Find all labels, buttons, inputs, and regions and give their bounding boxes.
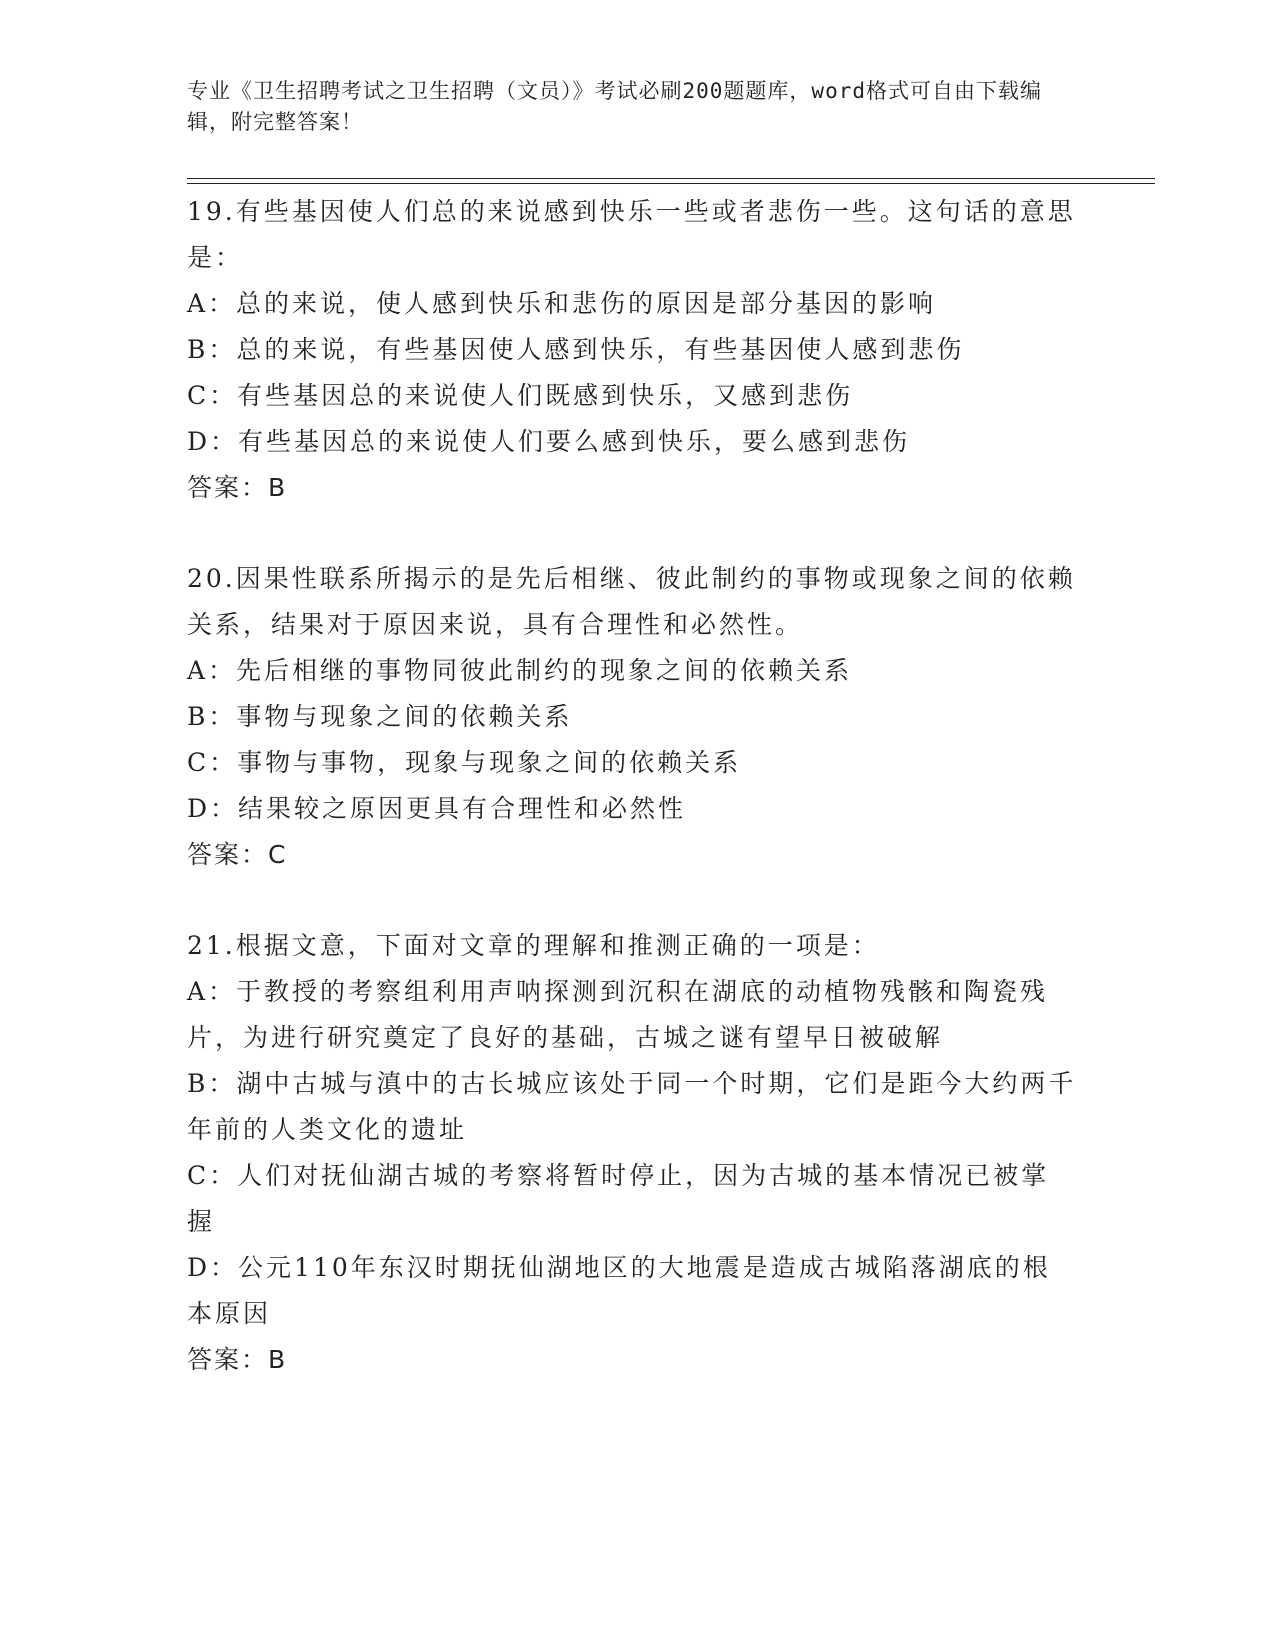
answer: 答案：C [187, 840, 288, 869]
question-19 [187, 189, 1077, 511]
option-a: A：于教授的考察组利用声呐探测到沉积在湖底的动植物残骸和陶瓷残片，为进行研究奠定了良好的基础，古城之谜有望早日被破解 [187, 977, 1049, 1052]
question-list [187, 189, 1077, 1428]
option-b: B：湖中古城与滇中的古长城应该处于同一个时期，它们是距今大约两千年前的人类文化的遗址 [187, 1069, 1077, 1144]
option-c: C：事物与事物，现象与现象之间的依赖关系 [187, 748, 742, 777]
header-divider-top [187, 178, 1155, 179]
option-d: D：结果较之原因更具有合理性和必然性 [187, 794, 687, 823]
option-b: B：总的来说，有些基因使人感到快乐，有些基因使人感到悲伤 [187, 335, 965, 364]
document-header: 专业《卫生招聘考试之卫生招聘（文员）》考试必刷200题题库，word格式可自由下载编辑，附完整答案！ [187, 79, 1042, 134]
question-stem: 19.有些基因使人们总的来说感到快乐一些或者悲伤一些。这句话的意思是： [187, 197, 1076, 272]
option-b: B：事物与现象之间的依赖关系 [187, 702, 573, 731]
option-a: A：先后相继的事物同彼此制约的现象之间的依赖关系 [187, 656, 853, 685]
option-d: D：有些基因总的来说使人们要么感到快乐，要么感到悲伤 [187, 427, 911, 456]
header-divider-bottom [187, 183, 1155, 184]
question-stem: 21.根据文意，下面对文章的理解和推测正确的一项是： [187, 931, 880, 960]
answer: 答案：B [187, 1345, 288, 1374]
question-20 [187, 556, 1077, 878]
question-stem: 20.因果性联系所揭示的是先后相继、彼此制约的事物或现象之间的依赖关系，结果对于原因来说，具有合理性和必然性。 [187, 564, 1076, 639]
option-c: C：人们对抚仙湖古城的考察将暂时停止，因为古城的基本情况已被掌握 [187, 1161, 1050, 1236]
option-c: C：有些基因总的来说使人们既感到快乐，又感到悲伤 [187, 381, 854, 410]
option-a: A：总的来说，使人感到快乐和悲伤的原因是部分基因的影响 [187, 289, 937, 318]
option-d: D：公元110年东汉时期抚仙湖地区的大地震是造成古城陷落湖底的根本原因 [187, 1253, 1051, 1328]
question-21 [187, 923, 1077, 1383]
answer: 答案：B [187, 473, 288, 502]
